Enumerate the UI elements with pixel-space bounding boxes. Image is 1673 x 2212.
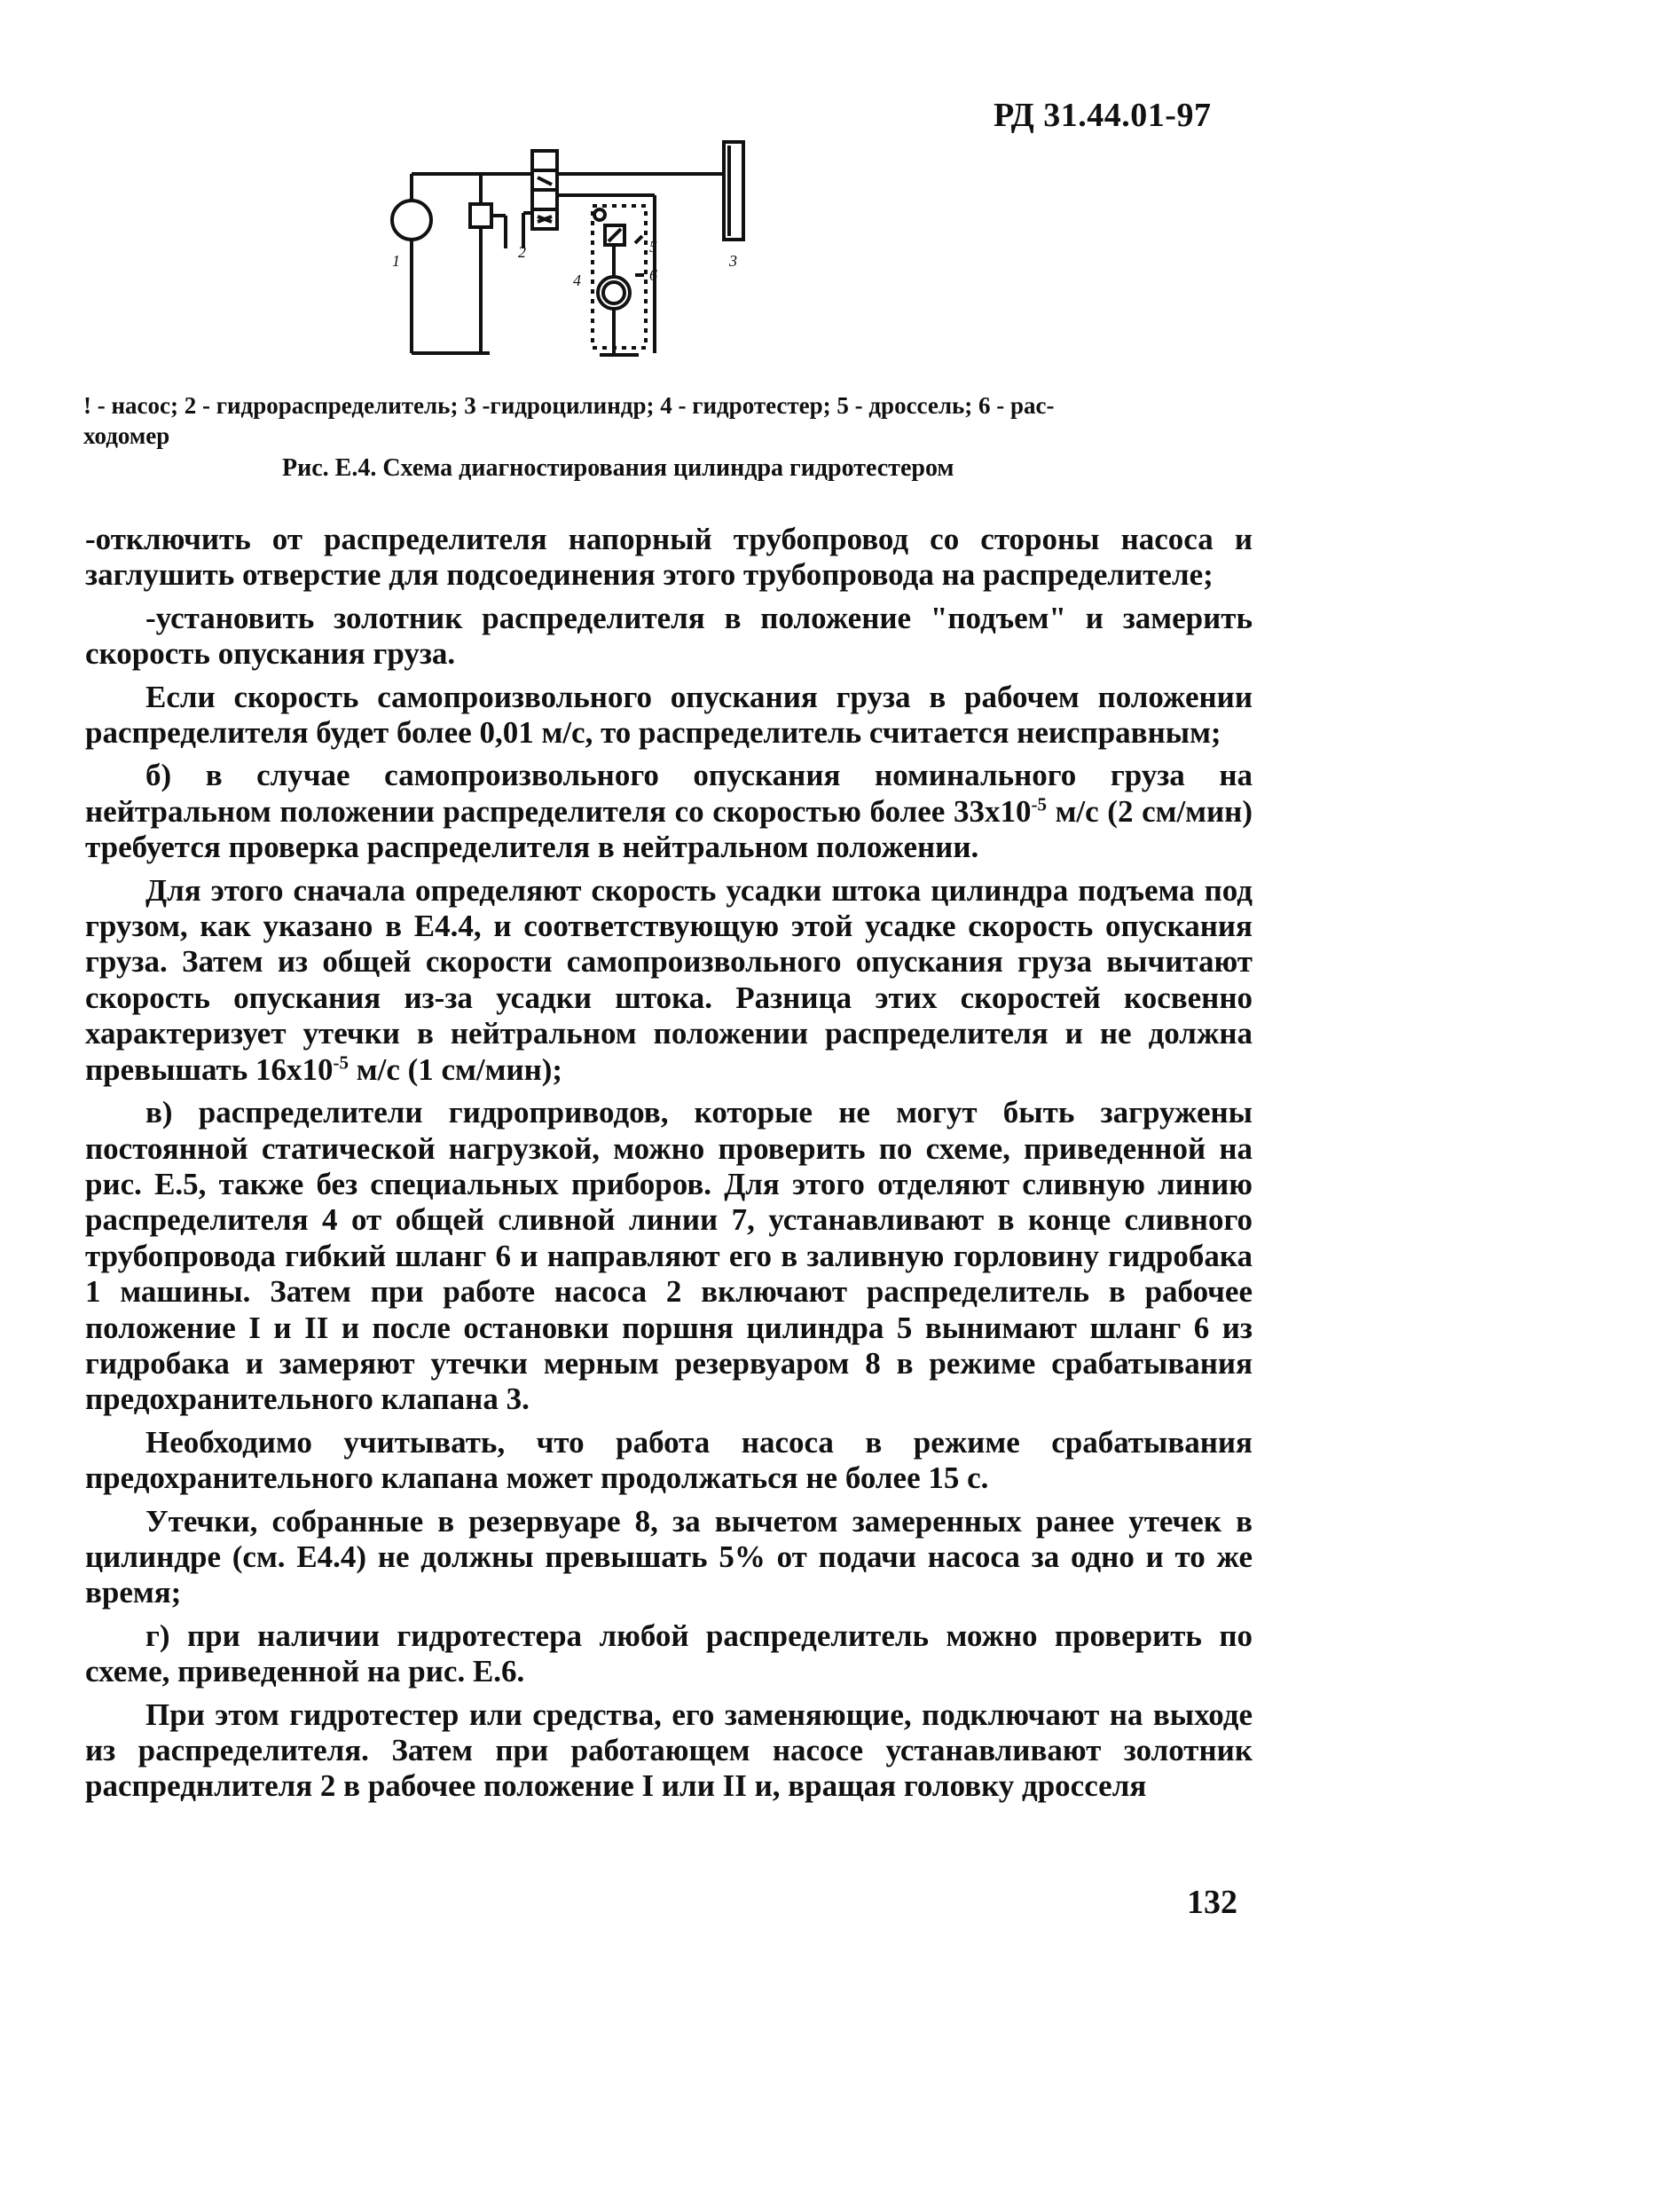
relief-valve-symbol — [470, 204, 491, 227]
paragraph: Утечки, собранные в резервуаре 8, за вычетом замеренных ранее утечек в цилиндре (см. Е4.4) не должны превышать 5% от подачи насоса за одно и то же время; — [85, 1503, 1253, 1610]
exponent: -5 — [333, 1051, 349, 1074]
document-code: РД 31.44.01-97 — [994, 97, 1212, 134]
pump-symbol — [392, 201, 431, 240]
paragraph — [85, 758, 1253, 865]
exponent: -5 — [1031, 793, 1047, 815]
diagram-label-3: 3 — [729, 252, 737, 270]
diagram-label-1: 1 — [392, 252, 400, 270]
cylinder-symbol — [724, 142, 743, 240]
paragraph-text: м/с (1 см/мин); — [349, 1051, 563, 1087]
diagram-label-6: 6 — [649, 266, 657, 284]
paragraph: Если скорость самопроизвольного опускания груза в рабочем положении распределителя будет более 0,01 м/с, то распределитель считается неисправным; — [85, 679, 1253, 751]
diagram-label-5: 5 — [649, 238, 657, 256]
paragraph — [85, 873, 1253, 1088]
legend-line: ходомер — [83, 422, 170, 449]
paragraph-text: б) в случае самопроизвольного опускания номинального груза на нейтральном положении распределителя со скоростью более 33х10 — [85, 758, 1253, 829]
diagram-label-4: 4 — [573, 272, 581, 289]
legend-line: ! - насос; 2 - гидрораспределитель; 3 -гидроцилиндр; 4 - гидротестер; 5 - дроссель; 6 - рас- — [83, 392, 1055, 419]
page-number: 132 — [1187, 1884, 1237, 1921]
paragraph: г) при наличии гидротестера любой распределитель можно проверить по схеме, приведенной на рис. Е.6. — [85, 1618, 1253, 1689]
figure-caption: Рис. Е.4. Схема диагностирования цилиндра гидротестером — [282, 454, 954, 482]
paragraph-text: Для этого сначала определяют скорость усадки штока цилиндра подъема под грузом, как указано в Е4.4, и соответствующую этой усадке скорость опускания груза. Затем из общей скорости самопроизвольного опускания груза вычитают скорость опускания из-за усадки штока. Разница этих скоростей косвенно характеризует утечки в нейтральном положении распределителя и не должна превышать 16х10 — [85, 872, 1253, 1087]
paragraph: в) распределители гидроприводов, которые не могут быть загружены постоянной статической нагрузкой, можно проверить по схеме, приведенной на рис. Е.5, также без специальных приборов. Для этого отделяют сливную линию распределителя 4 от общей сливной линии 7, устанавливают в конце сливного трубопровода гибкий шланг 6 и направляют его в заливную горловину гидробака 1 машины. Затем при работе насоса 2 включают распределитель в рабочее положение I и II и после остановки поршня цилиндра 5 вынимают шланг 6 из гидробака и замеряют утечки мерным резервуаром 8 в режиме срабатывания предохранительного клапана 3. — [85, 1095, 1253, 1417]
figure-legend — [83, 390, 1237, 451]
paragraph: -отключить от распределителя напорный трубопровод со стороны насоса и заглушить отверстие для подсоединения этого трубопровода на распределителе; — [85, 522, 1253, 593]
paragraph-text: м/с (2 см/мин) требуется проверка распределителя в нейтральном положении. — [85, 793, 1253, 865]
paragraph: Необходимо учитывать, что работа насоса в режиме срабатывания предохранительного клапана может продолжаться не более 15 с. — [85, 1424, 1253, 1496]
paragraph: -установить золотник распределителя в положение "подъем" и замерить скорость опускания груза. — [85, 600, 1253, 672]
body-text — [85, 522, 1253, 1812]
paragraph: При этом гидротестер или средства, его заменяющие, подключают на выходе из распределителя. Затем при работающем насосе устанавливают золотник распреднлителя 2 в рабочее положение I или II и, вращая головку дросселя — [85, 1696, 1253, 1804]
hydraulic-diagram — [373, 133, 834, 364]
diagram-label-2: 2 — [518, 243, 526, 261]
